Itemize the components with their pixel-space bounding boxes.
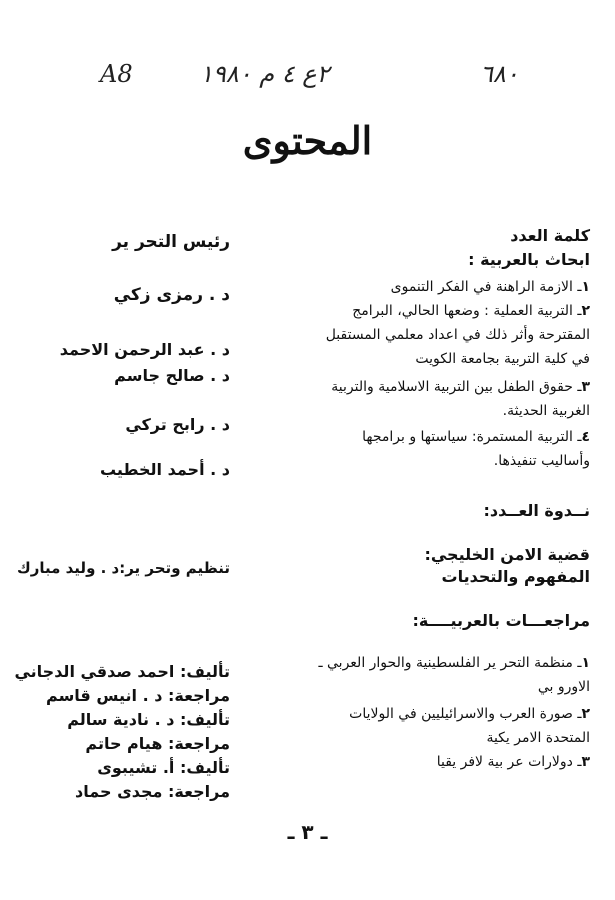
review-credit-1: تأليف: احمد صدقي الدجاني: [14, 662, 230, 681]
research-item-2: [310, 299, 590, 371]
review-credit-4: مراجعة: هيام حاتم: [85, 734, 230, 753]
review-credit-6: مراجعة: مجدى حماد: [75, 782, 230, 801]
research-num-1: ١: [581, 279, 590, 295]
board-member-1: د . عبد الرحمن الاحمد: [59, 340, 230, 359]
reviews-section: [310, 610, 590, 632]
review-num-2: ٢: [581, 706, 590, 722]
review-text-3: ـ دولارات عر بية لافر يقيا: [436, 754, 582, 770]
review-item-1: [310, 651, 590, 699]
review-text-2: ـ صورة العرب والاسرائيليين في الولايات المتحدة الامر يكية: [349, 706, 590, 746]
research-num-4: ٤: [581, 429, 590, 445]
research-text-2: ـ التربية العملية : وضعها الحالي، البرامج المقترحة وأثر ذلك في اعداد معلمي المستقبل في كلية التربية بجامعة الكويت: [325, 303, 590, 367]
toc-editorial: [310, 225, 590, 247]
research-text-1: ـ الازمة الراهنة في الفكر التنموى: [390, 279, 582, 295]
toc-editorial-label: كلمة العدد: [510, 226, 590, 245]
research-text-4: ـ التربية المستمرة: سياستها و برامجها وأساليب تنفيذها.: [362, 429, 590, 469]
chief-editor-label: رئيس التحر ير: [112, 232, 230, 252]
chief-editor-name: د . رمزى زكي: [113, 285, 230, 305]
reviews-heading: مراجعـــات بالعربيــــة:: [412, 611, 590, 630]
toc-research-section: [310, 249, 590, 271]
symposium-subtitle: المفهوم والتحديات: [441, 567, 590, 586]
symposium-section: [310, 500, 590, 522]
author-2: د . أحمد الخطيب: [99, 460, 230, 479]
research-item-4: [310, 425, 590, 473]
review-item-3: [310, 750, 590, 774]
symposium-topic: [310, 544, 590, 588]
handwritten-mark-left: A8: [100, 60, 133, 88]
research-heading: ابحاث بالعربية :: [468, 250, 590, 269]
board-member-2: د . صالح جاسم: [114, 366, 230, 385]
review-num-3: ٣: [581, 754, 590, 770]
handwritten-mark-right: ٦٨٠: [480, 60, 519, 88]
symposium-heading: نــدوة العــدد:: [483, 501, 590, 520]
research-item-1: [310, 275, 590, 299]
review-item-2: [310, 702, 590, 750]
symposium-credit: تنظيم وتحر ير:د . وليد مبارك: [17, 559, 230, 577]
research-text-3: ـ حقوق الطفل بين التربية الاسلامية والتربية الغربية الحديثة.: [331, 379, 590, 419]
author-1: د . رابح تركي: [125, 415, 230, 434]
review-num-1: ١: [581, 655, 590, 671]
handwritten-date: ٢ع ٤ م ١٩٨٠: [200, 60, 330, 88]
page-number: ـ ٣ ـ: [287, 820, 328, 844]
research-item-3: [310, 375, 590, 423]
research-num-3: ٣: [581, 379, 590, 395]
review-credit-5: تأليف: أ. تشيبوى: [97, 758, 230, 777]
page-title: المحتوى: [242, 118, 373, 163]
review-credit-3: تأليف: د . نادية سالم: [67, 710, 230, 729]
symposium-title: قضية الامن الخليجي:: [424, 545, 590, 564]
research-num-2: ٢: [581, 303, 590, 319]
review-credit-2: مراجعة: د . انيس قاسم: [46, 686, 230, 705]
review-text-1: ـ منظمة التحر ير الفلسطينية والحوار العربي ـ الاورو بي: [318, 655, 590, 695]
